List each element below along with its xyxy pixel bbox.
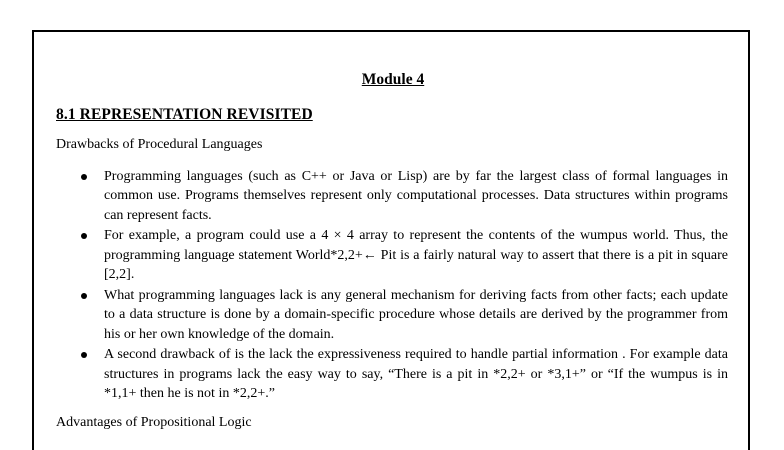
bullet-icon bbox=[81, 352, 87, 358]
list-item-text: A second drawback of is the lack the expressiveness required to handle partial information . For example data structures in programs lack the easy way to say, “There is a pit in *2,2+ or *3,1+” or “If the wumpus is in *1,1+ then he is not in *2,2+.” bbox=[104, 347, 728, 402]
bullet-icon bbox=[81, 293, 87, 299]
list-item bbox=[78, 167, 728, 225]
bullet-icon bbox=[81, 174, 87, 180]
advantages-heading: Advantages of Propositional Logic bbox=[56, 415, 252, 430]
drawbacks-heading: Drawbacks of Procedural Languages bbox=[56, 137, 263, 152]
list-item-text: Programming languages (such as C++ or Java or Lisp) are by far the largest class of formal languages in common use. Programs themselves represent only computational processes. Data structures within programs can represent facts. bbox=[104, 169, 728, 223]
list-item-text: For example, a program could use a 4 × 4 array to represent the contents of the wumpus world. Thus, the programming language statement World*2,2+← Pit is a fairly natural way to assert that there is a pit in square [2,2]. bbox=[104, 228, 728, 283]
drawbacks-list bbox=[78, 167, 728, 405]
list-item bbox=[78, 345, 728, 403]
list-item bbox=[78, 286, 728, 344]
list-item-text: What programming languages lack is any general mechanism for deriving facts from other facts; each update to a data structure is done by a domain-specific procedure whose details are derived by the programmer from his or her own knowledge of the domain. bbox=[104, 287, 728, 342]
bullet-icon bbox=[81, 233, 87, 239]
list-item bbox=[78, 226, 728, 284]
module-title: Module 4 bbox=[361, 71, 425, 88]
section-heading: 8.1 REPRESENTATION REVISITED bbox=[56, 106, 313, 123]
